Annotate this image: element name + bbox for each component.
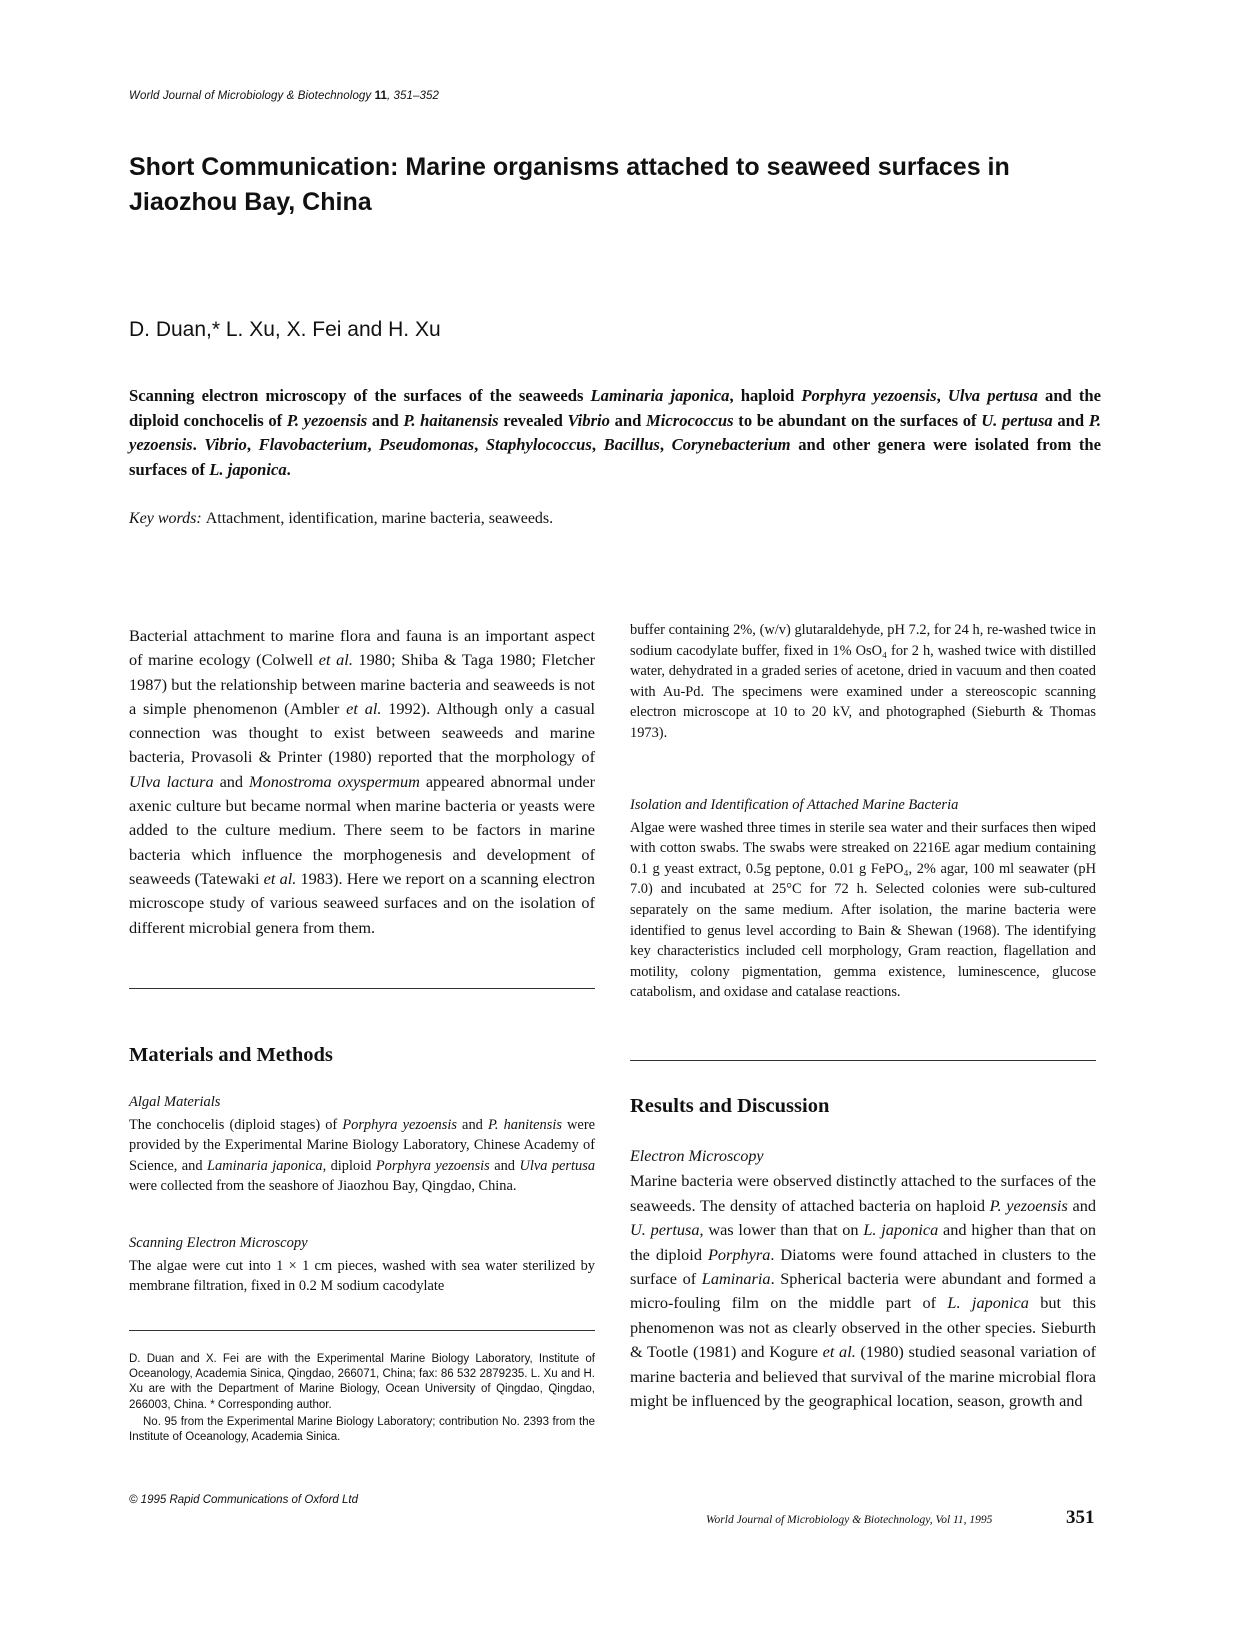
introduction-paragraph: Bacterial attachment to marine flora and fauna is an important aspect of marine ecology (Colwell et al. 1980; Shiba & Taga 1980; Fletcher 1987) but the relationship between marine bacteria and seaweeds is not a simple phenomenon (Ambler et al. 1992). Although only a casual connection was thought to exist between seaweeds and marine bacteria, Provasoli & Printer (1980) reported that the morphology of Ulva lactura and Monostroma oxyspermum appeared abnormal under axenic culture but became normal when marine bacteria or yeasts were added to the culture medium. There seem to be factors in marine bacteria which influence the morphogenesis and development of seaweeds (Tatewaki et al. 1983). Here we report on a scanning electron microscope study of various seaweed surfaces and on the isolation of different microbial genera from them. (129, 626, 596, 937)
algal-materials-section: Algal Materials The conchocelis (diploid stages) of Porphyra yezoensis and P. hanitensis were provided by the Experimental Marine Biology Laboratory, Chinese Academy of Science, and Laminaria japonica, diploid Porphyra yezoensis and Ulva pertusa were collected from the seashore of Jiaozhou Bay, Qingdao, China. (129, 1094, 596, 1195)
divider (129, 988, 595, 989)
article-title: Short Communication: Marine organisms attached to seaweed surfaces in Jiaozhou Bay, China (129, 153, 1010, 216)
subsection-heading: Scanning Electron Microscopy (129, 1235, 308, 1251)
subsection-heading: Isolation and Identification of Attached Marine Bacteria (630, 797, 959, 813)
isolation-section: Isolation and Identification of Attached Marine Bacteria Algae were washed three times in sterile sea water and their surfaces then wiped with cotton swabs. The swabs were streaked on 2216E agar medium containing 0.1 g yeast extract, 0.5g peptone, 0.01 g FePO₄, 2% agar, 100 ml seawater (pH 7.0) and incubated at 25°C for 72 h. Selected colonies were sub-cultured separately on the same medium. After isolation, the marine bacteria were identified to genus level according to Bain & Shewan (1968). The identifying key characteristics included cell morphology, Gram reaction, flagellation and motility, colony pigmentation, gemma existence, luminescence, glucose catabolism, and oxidase and catalase reactions. (630, 797, 1096, 1001)
electron-microscopy-section: Electron Microscopy Marine bacteria were observed distinctly attached to the surfaces of the seaweeds. The density of attached bacteria on haploid P. yezoensis and U. pertusa, was lower than that on L. japonica and higher than that on the diploid Porphyra. Diatoms were found attached in clusters to the surface of Laminaria. Spherical bacteria were abundant and formed a micro-fouling film on the middle part of L. japonica but this phenomenon was not as clearly observed in the other species. Sieburth & Tootle (1981) and Kogure et al. (1980) studied seasonal variation of marine bacteria and believed that survival of the marine microbial flora might be influenced by the geographical location, season, growth and (630, 1145, 1096, 1413)
keywords-text: Attachment, identification, marine bacteria, seaweeds. (205, 510, 554, 527)
copyright: © 1995 Rapid Communications of Oxford Ltd (129, 1494, 359, 1506)
running-head-pages: 351–352 (393, 90, 440, 102)
section-heading-results: Results and Discussion (630, 1095, 830, 1117)
keywords (129, 510, 553, 528)
running-head-journal: World Journal of Microbiology & Biotechnology (129, 90, 372, 102)
running-head-volume: 11 (374, 90, 387, 102)
running-head: World Journal of Microbiology & Biotechnology 11, 351–352 (129, 90, 440, 102)
subsection-heading: Electron Microscopy (630, 1148, 764, 1165)
section-heading-methods: Materials and Methods (129, 1044, 333, 1066)
sem-section: Scanning Electron Microscopy The algae were cut into 1 × 1 cm pieces, washed with sea water sterilized by membrane filtration, fixed in 0.2 M sodium cacodylate (129, 1235, 595, 1295)
author-list: D. Duan,* L. Xu, X. Fei and H. Xu (129, 318, 441, 341)
abstract: Scanning electron microscopy of the surfaces of the seaweeds Laminaria japonica, haploid Porphyra yezoensis, Ulva pertusa and the diploid conchocelis of P. yezoensis and P. haitanensis revealed Vibrio and Micrococcus to be abundant on the surfaces of U. pertusa and P. yezoensis. Vibrio, Flavobacterium, Pseudomonas, Staphylococcus, Bacillus, Corynebacterium and other genera were isolated from the surfaces of L. japonica. (129, 386, 1102, 479)
keywords-label: Key words: (129, 510, 202, 527)
subsection-heading: Algal Materials (129, 1094, 221, 1110)
footnote-divider (129, 1330, 595, 1331)
footnote: D. Duan and X. Fei are with the Experimental Marine Biology Laboratory, Institute of Oceanology, Academia Sinica, Qingdao, 266071, China; fax: 86 532 2879235. L. Xu and H. Xu are with the Department of Marine Biology, Ocean University of Qingdao, Qingdao, 266003, China. * Corresponding author. No. 95 from the Experimental Marine Biology Laboratory; contribution No. 2393 from the Institute of Oceanology, Academia Sinica. (129, 1353, 595, 1444)
page-number: 351 (1066, 1507, 1095, 1528)
sem-continued: buffer containing 2%, (w/v) glutaraldehyde, pH 7.2, for 24 h, re-washed twice in sodium cacodylate buffer, fixed in 1% OsO₄ for 2 h, washed twice with distilled water, dehydrated in a graded series of acetone, dried in vacuum and then coated with Au-Pd. The specimens were examined under a stereoscopic scanning electron microscope at 10 to 20 kV, and photographed (Sieburth & Thomas 1973). (630, 622, 1096, 741)
divider (630, 1060, 1096, 1061)
footer-journal: World Journal of Microbiology & Biotechnology, Vol 11, 1995 (706, 1514, 993, 1526)
